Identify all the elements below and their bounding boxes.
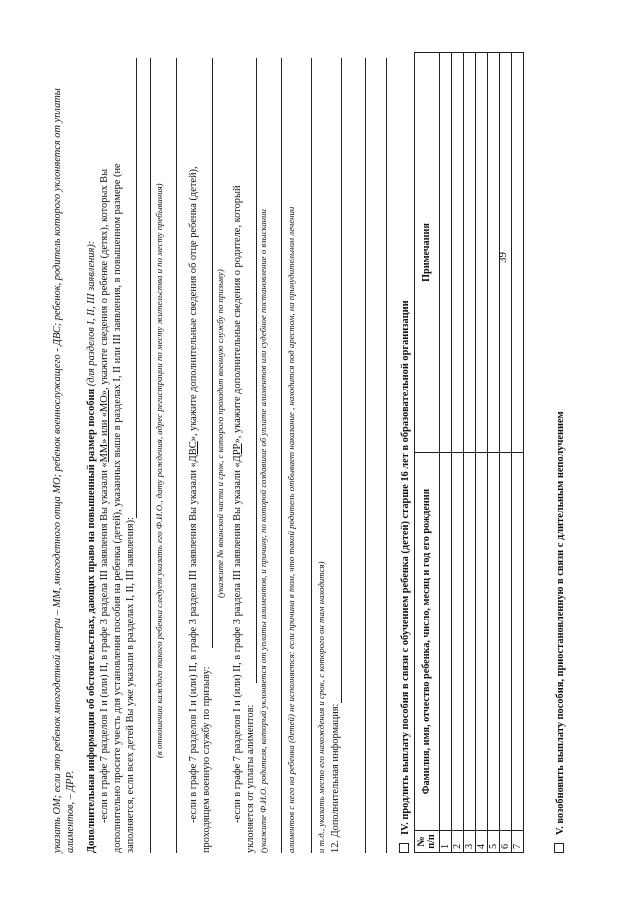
child-fill-line-2 xyxy=(150,58,151,853)
alimony-fill-line-2 xyxy=(281,58,282,853)
child-fill-line-3 xyxy=(176,58,177,853)
section-v-title-text: V. возобновить выплату пособия, приостановленную в связи с длительным неполучением xyxy=(555,411,566,835)
info-para3-line1 xyxy=(232,185,244,823)
row-number: 7 xyxy=(512,831,524,853)
code-drr: ДРР xyxy=(232,443,243,463)
additional-info-label: 12. Дополнительная информация: xyxy=(330,703,341,853)
page-number: 39 xyxy=(497,252,509,263)
para3-prefix: -если в графе 7 разделов I и (или) II, в графе 3 раздела III заявления Вы указали « xyxy=(232,462,243,823)
para3-suffix: », укажите дополнительные сведения о родителе, который xyxy=(232,185,243,444)
additional-fill-line-1 xyxy=(341,58,342,703)
notes-cell[interactable] xyxy=(512,53,524,453)
table-row xyxy=(476,53,488,853)
alimony-fill-line-3 xyxy=(311,58,312,853)
table-row xyxy=(500,53,512,853)
col-header-number: № п/п xyxy=(415,831,440,853)
code-dvs: ДВС xyxy=(188,441,199,463)
info-para2-line2: проходящем военную службу по призыву: xyxy=(201,666,212,853)
row-number: 5 xyxy=(488,831,500,853)
row-number: 3 xyxy=(464,831,476,853)
notes-cell[interactable] xyxy=(440,53,452,453)
child-fill-line-1 xyxy=(136,58,137,518)
section-v-checkbox[interactable] xyxy=(554,843,564,853)
child-cell[interactable] xyxy=(440,453,452,831)
info-para2-line1 xyxy=(188,166,200,823)
col-header-child: Фамилия, имя, отчество ребенка, число, месяц и год его рождения xyxy=(415,453,440,831)
table-row xyxy=(488,53,500,853)
table-row xyxy=(464,53,476,853)
row-number: 2 xyxy=(452,831,464,853)
alimony-note2: алиментов с него на ребенка (детей) не исполняется: если причина в том, что такой родитель отбывает наказание , находится под арестом, на принудительном лечении xyxy=(286,206,296,853)
info-heading xyxy=(86,241,98,853)
info-para1-line3: заполняется, если всех детей Вы уже указали в разделах I, II, III заявления): xyxy=(125,517,136,853)
para2-prefix: -если в графе 7 разделов I и (или) II, в графе 3 раздела III заявления Вы указали « xyxy=(188,462,199,823)
child-note: (в отношении каждого такого ребенка следует указать его Ф.И.О., дату рождения, адрес регистрации по месту жительства и по месту пребывания) xyxy=(154,183,164,758)
rotated-page xyxy=(52,53,592,853)
section-iv-title xyxy=(399,300,412,853)
notes-cell[interactable] xyxy=(476,53,488,453)
child-cell[interactable] xyxy=(464,453,476,831)
table-row xyxy=(440,53,452,853)
col-header-notes: Примечания xyxy=(415,53,440,453)
notes-cell[interactable] xyxy=(464,53,476,453)
top-note-line2: алиментов, – ДРР. xyxy=(65,770,76,853)
education-table xyxy=(414,52,524,853)
additional-fill-line-2 xyxy=(365,58,366,853)
row-number: 6 xyxy=(500,831,512,853)
section-v-title xyxy=(554,411,567,853)
code-mm: ММ» или «МО» xyxy=(99,390,110,463)
row-number: 4 xyxy=(476,831,488,853)
para1-suffix: , укажите сведения о ребенке (детях), которых Вы xyxy=(99,168,110,390)
military-note: (укажите № воинской части и срок, с которого проходит военную службу по призыву) xyxy=(215,269,225,598)
child-cell[interactable] xyxy=(488,453,500,831)
table-row xyxy=(512,53,524,853)
alimony-fill-line-1 xyxy=(256,58,257,683)
child-cell[interactable] xyxy=(512,453,524,831)
para2-suffix: », укажите дополнительные сведения об отце ребенка (детей), xyxy=(188,166,199,442)
child-cell[interactable] xyxy=(452,453,464,831)
table-row xyxy=(452,53,464,853)
military-fill-line xyxy=(212,58,213,648)
para1-prefix: -если в графе 7 разделов I и (или) II, в графе 3 раздела III заявления Вы указали « xyxy=(99,462,110,823)
section-iv-checkbox[interactable] xyxy=(399,843,409,853)
notes-cell[interactable] xyxy=(452,53,464,453)
alimony-note3: и т.д., указать место его нахождения и срок, с которого он там находится) xyxy=(316,561,326,853)
row-number: 1 xyxy=(440,831,452,853)
info-heading-note: (для разделов I, II, III заявления): xyxy=(86,240,97,387)
child-cell[interactable] xyxy=(476,453,488,831)
top-note-line1: указать ОМ; если это ребенок многодетной матери – ММ, многодетного отца МО; ребенок военнослужащего - ДВС; ребенок, родитель которого уклоняется от уплаты xyxy=(52,88,63,853)
info-heading-text: Дополнительная информация об обстоятельствах, дающих право на повышенный размер пособия xyxy=(86,388,97,853)
alimony-note1: (укажите Ф.И.О. родителя, который уклоняется от уплаты алиментов, и причину, по которой создавшие об уплате алиментов или судебное постановление о взыскании xyxy=(258,209,268,853)
section-iv-title-text: IV. продлить выплату пособия в связи с обучением ребенка (детей) старше 16 лет в образовательной организации xyxy=(400,300,411,835)
additional-fill-line-3 xyxy=(386,58,387,853)
child-cell[interactable] xyxy=(500,453,512,831)
info-para1-line1 xyxy=(99,169,111,823)
info-para3-line2: уклоняется от уплаты алиментов: xyxy=(245,704,256,853)
info-para1-line2: дополнительно просите учесть для установления пособия на ребенка (детей), указанных выше в разделах I, II или III заявления, в повышенном размере (не xyxy=(112,163,123,853)
table-header-row xyxy=(415,53,440,853)
